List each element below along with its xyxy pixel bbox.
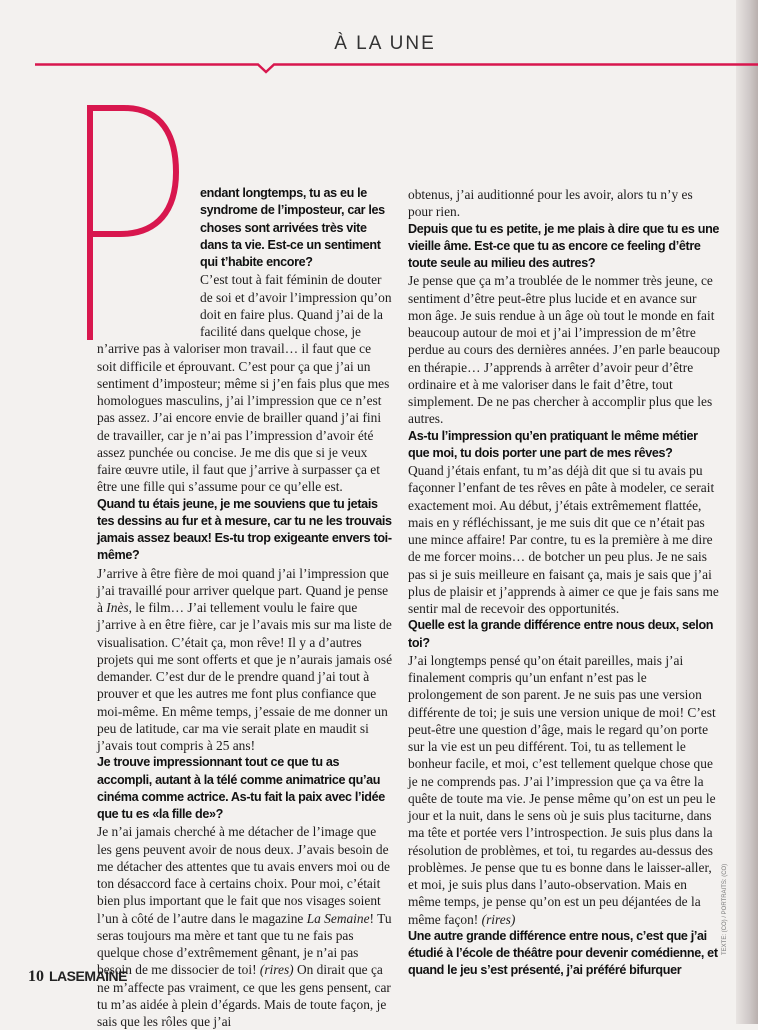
header-rule xyxy=(0,58,758,82)
answer: Je pense que ça m’a troublée de le nommer très jeune, ce sentiment d’être peut-être plus lucide et en avance sur mon âge. Je suis rendue à un âge où tout le monde en fait beaucoup autour de moi et j’ai l’impression de m’être perdue au cours des dernières années. J’en parle beaucoup en thérapie… J’apprends à arrêter d’avoir peur d’être ordinaire et à me valoriser dans le fait d’être, tout simplement. De ne pas chercher à accomplir plus que les autres. xyxy=(408,273,720,427)
answer: Quand j’étais enfant, tu m’as déjà dit que si tu avais pu façonner l’enfant de tes rêves en pâte à modeler, ce serait exactement moi. Au début, j’étais extrêmement flattée, mais en y réfléchissant, je me suis dit que ce n’était pas une mince affaire! Par contre, tu es la première à me dire de me forcer moins… de botcher un peu plus. Je ne sais pas si je suis meilleure en faisant ça, mais je sais que j’ai plus de plaisir et j’apprends à aimer ce que je fais sans me sentir mal de recevoir des opportunités. xyxy=(408,463,719,616)
answer: obtenus, j’ai auditionné pour les avoir, alors tu n’y es pour rien. xyxy=(408,187,693,220)
question: As-tu l’impression qu’en pratiquant le même métier que moi, tu dois porter une part de mes rêves? xyxy=(408,428,698,460)
page-footer xyxy=(28,968,127,986)
question: endant longtemps, tu as eu le syndrome de l’imposteur, car les choses sont arrivées très vite dans ta vie. Est-ce un sentiment qui t’habite encore? xyxy=(200,186,385,269)
right-column xyxy=(408,186,720,980)
answer: J’ai longtemps pensé qu’on était pareilles, mais j’ai finalement compris qu’un enfant n’est pas le prolongement de son parent. Je ne suis pas une version différente de toi; je suis une version unique de moi! C’est peut-être une question d’âge, mais le regard qu’on porte sur la vie est un peu différent. Toi, tu as tellement le bonheur facile, et moi, c’est tellement quelque chose que je ne comprends pas. J’ai l’impression que ça va être la quête de toute ma vie. Je pense même qu’on est un peu le jour et la nuit, dans le sens où je suis plus taciturne, dans ma tête et portée vers l’introspection. Je suis plus dans la résolution de problèmes, et toi, tu regardes au-dessus des problèmes. Je pense que tu es bonne dans le laisser-aller, et moi, je suis plus dans l’auto-observation. Mais en même temps, je pense qu’on est un peu déjantées de la même façon! (rires) xyxy=(408,652,716,927)
question: Quelle est la grande différence entre nous deux, selon toi? xyxy=(408,618,714,650)
answer: C’est tout à fait féminin de douter de soi et d’avoir l’impression qu’on doit en faire plus. Quand j’ai de la facilité dans quelque chose, je n’arrive pas à valoriser mon travail… il faut que ce soit difficile et éprouvant. C’est pour ça que j’ai un sentiment d’imposteur; même si j’en fais plus que mes homologues masculins, j’ai l’impression que ce n’est pas assez. J’ai encore envie de brailler quand j’ai fini de travailler, car je n’ai pas l’impression d’avoir été assez punchée ou concise. Je me dis que si je veux faire œuvre utile, il faut que j’arrive à surpasser ça et être une fille qui s’assume pour ce qu’elle est. xyxy=(97,272,392,495)
question: Depuis que tu es petite, je me plais à dire que tu es une vieille âme. Est-ce que tu as encore ce feeling d’être toute seule au milieu des autres? xyxy=(408,221,720,270)
section-title: À LA UNE xyxy=(334,33,436,54)
question: Quand tu étais jeune, je me souviens que tu jetais tes dessins au fur et à mesure, car tu ne les trouvais jamais assez beaux! Es-tu trop exigeante envers toi-même? xyxy=(97,496,392,563)
answer: Je n’ai jamais cherché à me détacher de l’image que les gens peuvent avoir de nous deux. J’avais besoin de me détacher des attentes que tu avais envers moi ou de ton désaccord face à certains choix. Pour moi, c’était bien plus important que le fait que nos visages soient l’un à côté de l’autre dans le magazine La Semaine! Tu seras toujours ma mère et tant que tu ne fais pas quelque chose d’extrêmement gênant, je n’ai pas besoin de me dissocier de toi! (rires) On dirait que ça ne m’affecte pas vraiment, ce que les gens pensent, car tu m’as aidée à plein d’égards. Mais de toute façon, je sais que les rôles que j’ai xyxy=(97,824,392,1029)
page-gutter-shadow xyxy=(736,0,758,1024)
question: Je trouve impressionnant tout ce que tu as accompli, autant à la télé comme animatrice qu’au cinéma comme actrice. As-tu fait la paix avec l’idée que tu es «la fille de»? xyxy=(97,755,385,821)
page-number: 10 xyxy=(28,968,44,985)
photo-credit: TEXTE: (CO) / PORTRAITS: (CO) xyxy=(722,863,728,955)
answer: J’arrive à être fière de moi quand j’ai l’impression que j’ai travaillé pour arriver quelque part. Quand je pense à Inès, le film… J’ai tellement voulu le faire que j’arrive à en être fière, car je l’avais mis sur ma liste de visualisation. C’était ça, mon rêve! Il y a d’autres projets qui me sont offerts et que je n’aurais jamais osé demander. C’est dur de le prendre quand j’ai tout à prouver et que les autres me font plus confiance que moi-même. En même temps, j’essaie de me donner un peu de latitude, car ma vie serait plate en maudit si j’avais tout compris à 25 ans! xyxy=(97,565,393,753)
question: Une autre grande différence entre nous, c’est que j’ai étudié à l’école de théâtre pour devenir comédienne, et quand le jeu s’est présenté, j’ai préféré bifurquer xyxy=(408,928,718,978)
magazine-name: LASEMAINE xyxy=(49,968,127,984)
left-column xyxy=(97,185,393,1030)
